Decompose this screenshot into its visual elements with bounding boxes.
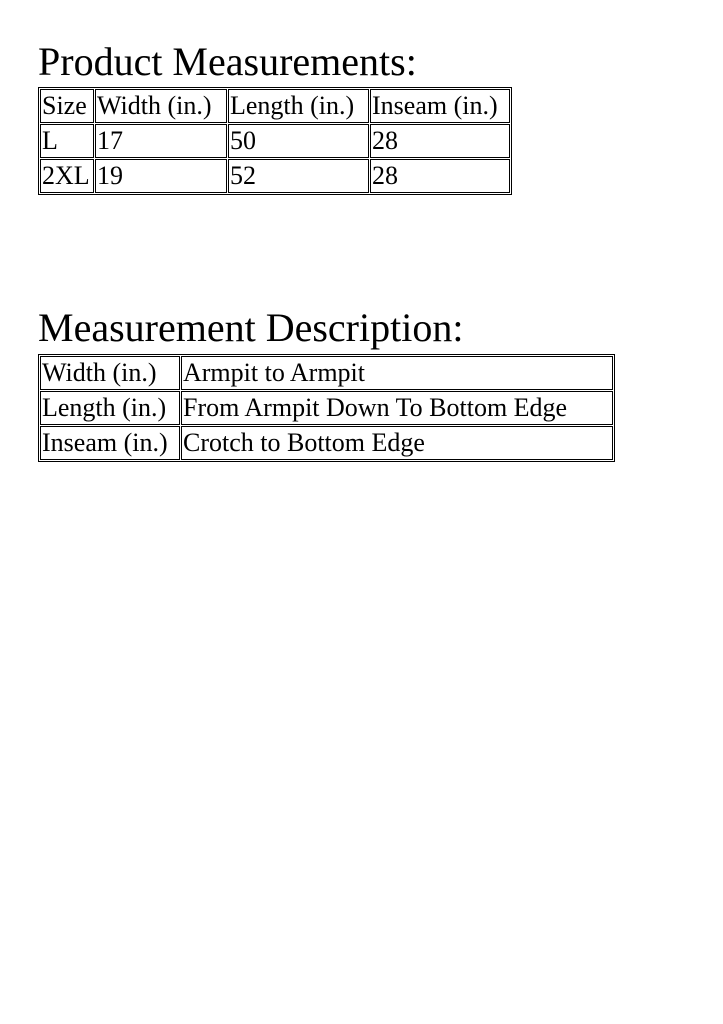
cell-term: Width (in.)	[40, 356, 180, 390]
cell-size: 2XL	[40, 159, 94, 193]
cell-definition: From Armpit Down To Bottom Edge	[181, 391, 613, 425]
header-inseam: Inseam (in.)	[370, 89, 510, 123]
measurements-title: Product Measurements:	[38, 39, 417, 84]
table-row	[40, 356, 613, 390]
header-size: Size	[40, 89, 94, 123]
cell-definition: Armpit to Armpit	[181, 356, 613, 390]
description-table	[38, 354, 615, 462]
header-width: Width (in.)	[95, 89, 227, 123]
cell-term: Inseam (in.)	[40, 426, 180, 460]
cell-term: Length (in.)	[40, 391, 180, 425]
cell-inseam: 28	[370, 159, 510, 193]
description-title: Measurement Description:	[38, 305, 464, 350]
cell-width: 19	[95, 159, 227, 193]
table-row	[40, 159, 510, 193]
table-row	[40, 426, 613, 460]
cell-inseam: 28	[370, 124, 510, 158]
table-row	[40, 124, 510, 158]
measurements-table	[38, 87, 512, 195]
header-length: Length (in.)	[228, 89, 369, 123]
cell-size: L	[40, 124, 94, 158]
table-header-row	[40, 89, 510, 123]
cell-length: 52	[228, 159, 369, 193]
cell-width: 17	[95, 124, 227, 158]
cell-definition: Crotch to Bottom Edge	[181, 426, 613, 460]
cell-length: 50	[228, 124, 369, 158]
table-row	[40, 391, 613, 425]
